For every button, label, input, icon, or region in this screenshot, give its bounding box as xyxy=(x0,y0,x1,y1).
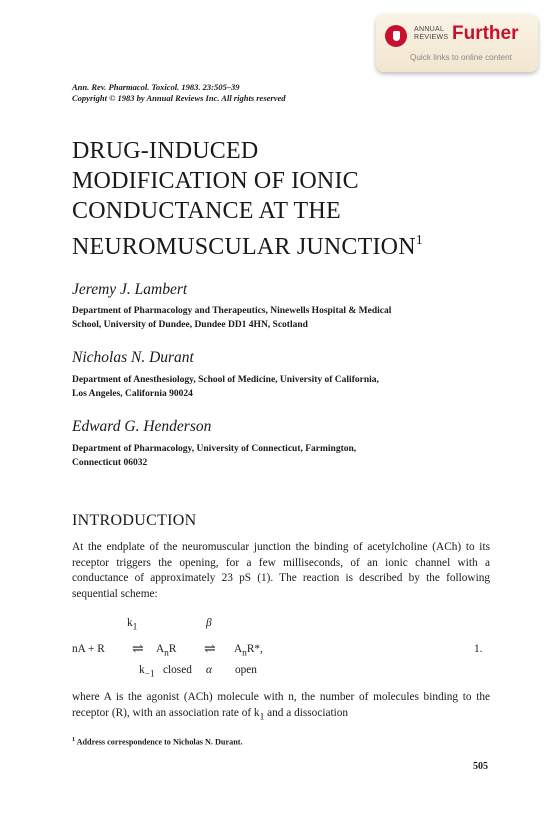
eq-arrow-1: ⇌ xyxy=(132,642,144,657)
author-affiliation-2 xyxy=(72,374,492,401)
title-line-4 xyxy=(72,226,492,262)
author-name-2: Nicholas N. Durant xyxy=(72,349,194,366)
affiliation-3-line-1: Department of Pharmacology, University of Connecticut, Farmington, xyxy=(72,444,357,454)
post-equation-paragraph: where A is the agonist (ACh) molecule with n, the number of molecules binding to the receptor (R), with an association rate of $k_1$ and a dissociation xyxy=(72,691,490,722)
eq-product: $A_nR*$, xyxy=(234,643,263,659)
badge-brand-line1: ANNUAL xyxy=(414,26,445,33)
badge-brand-line2: REVIEWS xyxy=(414,34,449,41)
state-open: open xyxy=(235,664,257,676)
eq-intermediate-subscript: n xyxy=(164,648,169,659)
footnote-mark: 1 xyxy=(72,737,75,743)
author-affiliation-1 xyxy=(72,305,492,332)
affiliation-1-line-1: Department of Pharmacology and Therapeutics, Ninewells Hospital & Medical xyxy=(72,306,392,316)
article-title xyxy=(72,136,492,262)
title-line-4-text: NEUROMUSCULAR JUNCTION xyxy=(72,234,416,260)
equation-number: 1. xyxy=(474,643,483,655)
rate-beta: β xyxy=(206,617,212,629)
annual-reviews-logo-icon xyxy=(385,25,407,47)
journal-citation: Ann. Rev. Pharmacol. Toxicol. 1983. 23:505–39 xyxy=(72,82,240,92)
eq-lhs: nA + R xyxy=(72,643,105,655)
badge-brand xyxy=(414,26,448,42)
title-line-3: CONDUCTANCE AT THE xyxy=(72,198,341,224)
state-closed: closed xyxy=(163,664,192,676)
title-line-1: DRUG-INDUCED xyxy=(72,138,259,164)
rate-k1: $k_1$ xyxy=(127,617,138,633)
journal-copyright: Copyright © 1983 by Annual Reviews Inc. All rights reserved xyxy=(72,93,286,103)
section-heading: INTRODUCTION xyxy=(72,512,197,529)
footnote-text: Address correspondence to Nicholas N. Durant. xyxy=(75,737,243,747)
affiliation-2-line-2: Los Angeles, California 90024 xyxy=(72,388,193,399)
eq-arrow-2: ⇌ xyxy=(204,642,216,657)
rate-k-minus-1-subscript: −1 xyxy=(144,669,155,680)
title-footnote-mark: 1 xyxy=(415,233,423,248)
rate-k1-subscript: 1 xyxy=(132,622,138,633)
post-equation-k1-subscript: 1 xyxy=(259,711,265,722)
author-name-1: Jeremy J. Lambert xyxy=(72,281,188,298)
footnote xyxy=(72,737,243,747)
affiliation-2-line-1: Department of Anesthesiology, School of Medicine, University of California, xyxy=(72,375,379,385)
badge-tagline: Quick links to online content xyxy=(410,53,512,62)
eq-product-subscript: n xyxy=(242,648,247,659)
journal-header xyxy=(72,82,286,104)
author-affiliation-3 xyxy=(72,443,492,470)
affiliation-3-line-2: Connecticut 06032 xyxy=(72,457,148,468)
title-line-2: MODIFICATION OF IONIC xyxy=(72,168,359,194)
further-badge[interactable] xyxy=(376,14,538,72)
author-name-3: Edward G. Henderson xyxy=(72,418,212,435)
eq-intermediate: $A_nR$ xyxy=(156,643,177,659)
affiliation-1-line-2: School, University of Dundee, Dundee DD1 4HN, Scotland xyxy=(72,319,308,330)
rate-k-minus-1: $k_{-1}$ xyxy=(139,664,155,680)
rate-alpha: α xyxy=(206,664,212,676)
intro-paragraph: At the endplate of the neuromuscular junction the binding of acetylcholine (ACh) to its receptor triggers the opening, for a few milliseconds, of an ionic channel with a conductance of approximately 23 pS (1). The reaction is described by the following sequential scheme: xyxy=(72,541,490,600)
page-number: 505 xyxy=(473,761,488,772)
badge-further-label: Further xyxy=(452,23,519,44)
